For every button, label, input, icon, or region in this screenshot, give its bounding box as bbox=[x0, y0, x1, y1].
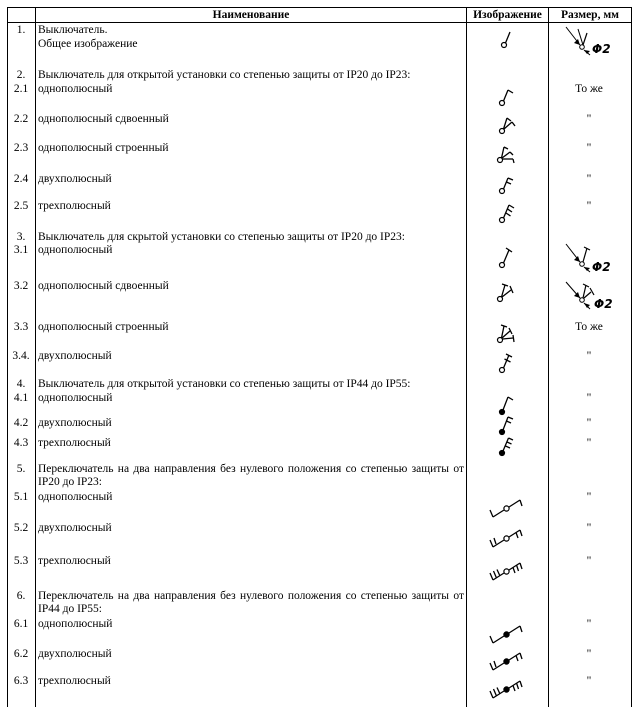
column-divider-image bbox=[466, 7, 467, 707]
row-name: однополюсный bbox=[38, 491, 113, 503]
row-number: 2.4 bbox=[13, 173, 29, 185]
row-name: однополюсный bbox=[38, 392, 113, 404]
switch-hidden-1pole-triple-icon bbox=[494, 321, 520, 345]
row-name: трехполюсный bbox=[38, 555, 111, 567]
dimension-phi-2-icon bbox=[560, 240, 622, 276]
section-title: Выключатель для открытой установки со степенью защиты от IP20 до IP23: bbox=[38, 69, 411, 81]
row-number: 3.3 bbox=[13, 321, 29, 333]
row-name: однополюсный сдвоенный bbox=[38, 280, 169, 292]
dimension-phi-2-double-icon bbox=[560, 278, 622, 314]
row-number: 6.3 bbox=[13, 675, 29, 687]
switch-open-1pole-triple-icon bbox=[494, 143, 520, 165]
row-name: трехполюсный bbox=[38, 675, 111, 687]
row-number: 3.1 bbox=[13, 244, 29, 256]
header-name: Наименование bbox=[212, 9, 290, 21]
switch-open-2pole-icon bbox=[496, 174, 520, 196]
row-number: 3.4. bbox=[12, 350, 30, 362]
switch-open-3pole-icon bbox=[496, 201, 520, 225]
row-number: 6.1 bbox=[13, 618, 29, 630]
dimension-label: Φ2 bbox=[594, 297, 613, 311]
changeover-ip44-2pole-icon bbox=[487, 646, 527, 674]
switch-hidden-2pole-icon bbox=[496, 351, 520, 375]
changeover-ip20-3pole-icon bbox=[487, 556, 527, 584]
size-value: " bbox=[586, 417, 592, 429]
changeover-ip20-1pole-icon bbox=[487, 493, 527, 521]
row-name: однополюсный сдвоенный bbox=[38, 113, 169, 125]
size-value: " bbox=[586, 113, 592, 125]
dimension-label: Φ2 bbox=[592, 260, 611, 274]
section-title: Выключатель для открытой установки со степенью защиты от IP44 до IP55: bbox=[38, 378, 411, 390]
row-number: 2.5 bbox=[13, 200, 29, 212]
switch-open-1pole-double-icon bbox=[496, 114, 520, 136]
size-value: " bbox=[586, 392, 592, 404]
switch-ip44-3pole-icon bbox=[496, 434, 520, 458]
row-name: трехполюсный bbox=[38, 200, 111, 212]
row-number: 5.2 bbox=[13, 522, 29, 534]
header-image: Изображение bbox=[473, 9, 542, 21]
size-value: " bbox=[586, 350, 592, 362]
size-value: " bbox=[586, 491, 592, 503]
row-name: Выключатель. bbox=[38, 24, 108, 36]
size-value: " bbox=[586, 173, 592, 185]
header-size: Размер, мм bbox=[561, 9, 619, 21]
row-name: трехполюсный bbox=[38, 437, 111, 449]
size-value: " bbox=[586, 522, 592, 534]
size-value: " bbox=[586, 200, 592, 212]
row-number: 4.2 bbox=[13, 417, 29, 429]
changeover-ip44-3pole-icon bbox=[487, 674, 527, 702]
row-number: 2.2 bbox=[13, 113, 29, 125]
row-number: 3.2 bbox=[13, 280, 29, 292]
section-title: Переключатель на два направления без нулевого положения со степенью защиты от IP20 до IP23: bbox=[38, 463, 464, 488]
row-name: двухполюсный bbox=[38, 173, 112, 185]
row-number: 5.1 bbox=[13, 491, 29, 503]
switch-open-1pole-icon bbox=[496, 86, 520, 108]
row-number: 6.2 bbox=[13, 648, 29, 660]
row-number: 4.3 bbox=[13, 437, 29, 449]
row-number: 5.3 bbox=[13, 555, 29, 567]
row-name: однополюсный bbox=[38, 244, 113, 256]
row-name: однополюсный bbox=[38, 618, 113, 630]
row-name: однополюсный bbox=[38, 83, 113, 95]
row-number: 4.1 bbox=[13, 392, 29, 404]
dimension-label: Φ2 bbox=[592, 42, 611, 56]
column-divider-number bbox=[35, 7, 36, 707]
table-border-right bbox=[631, 7, 632, 707]
row-number: 4. bbox=[16, 378, 26, 390]
header-divider bbox=[7, 22, 632, 23]
changeover-ip20-2pole-icon bbox=[487, 523, 527, 551]
row-number: 2. bbox=[16, 69, 26, 81]
size-value: " bbox=[586, 437, 592, 449]
dimension-phi-2-icon bbox=[560, 23, 622, 59]
row-name-continued: Общее изображение bbox=[38, 38, 138, 50]
section-title: Выключатель для скрытой установки со степенью защиты от IP20 до IP23: bbox=[38, 231, 405, 243]
switch-hidden-1pole-double-icon bbox=[494, 280, 520, 304]
row-number: 2.1 bbox=[13, 83, 29, 95]
size-value: " bbox=[586, 648, 592, 660]
size-value: " bbox=[586, 555, 592, 567]
row-name: двухполюсный bbox=[38, 417, 112, 429]
switch-hidden-1pole-icon bbox=[496, 246, 520, 270]
row-number: 1. bbox=[16, 24, 26, 36]
switch-general-icon bbox=[496, 28, 520, 50]
row-number: 5. bbox=[16, 463, 26, 475]
size-value: То же bbox=[575, 321, 603, 333]
row-name: однополюсный строенный bbox=[38, 142, 169, 154]
row-number: 3. bbox=[16, 231, 26, 243]
size-value: То же bbox=[575, 83, 603, 95]
size-value: " bbox=[586, 675, 592, 687]
size-value: " bbox=[586, 618, 592, 630]
size-value: " bbox=[586, 142, 592, 154]
row-number: 6. bbox=[16, 590, 26, 602]
row-name: однополюсный строенный bbox=[38, 321, 169, 333]
row-name: двухполюсный bbox=[38, 522, 112, 534]
row-name: двухполюсный bbox=[38, 350, 112, 362]
changeover-ip44-1pole-icon bbox=[487, 619, 527, 647]
row-name: двухполюсный bbox=[38, 648, 112, 660]
section-title: Переключатель на два направления без нулевого положения со степенью защиты от IP44 до IP55: bbox=[38, 590, 464, 615]
row-number: 2.3 bbox=[13, 142, 29, 154]
